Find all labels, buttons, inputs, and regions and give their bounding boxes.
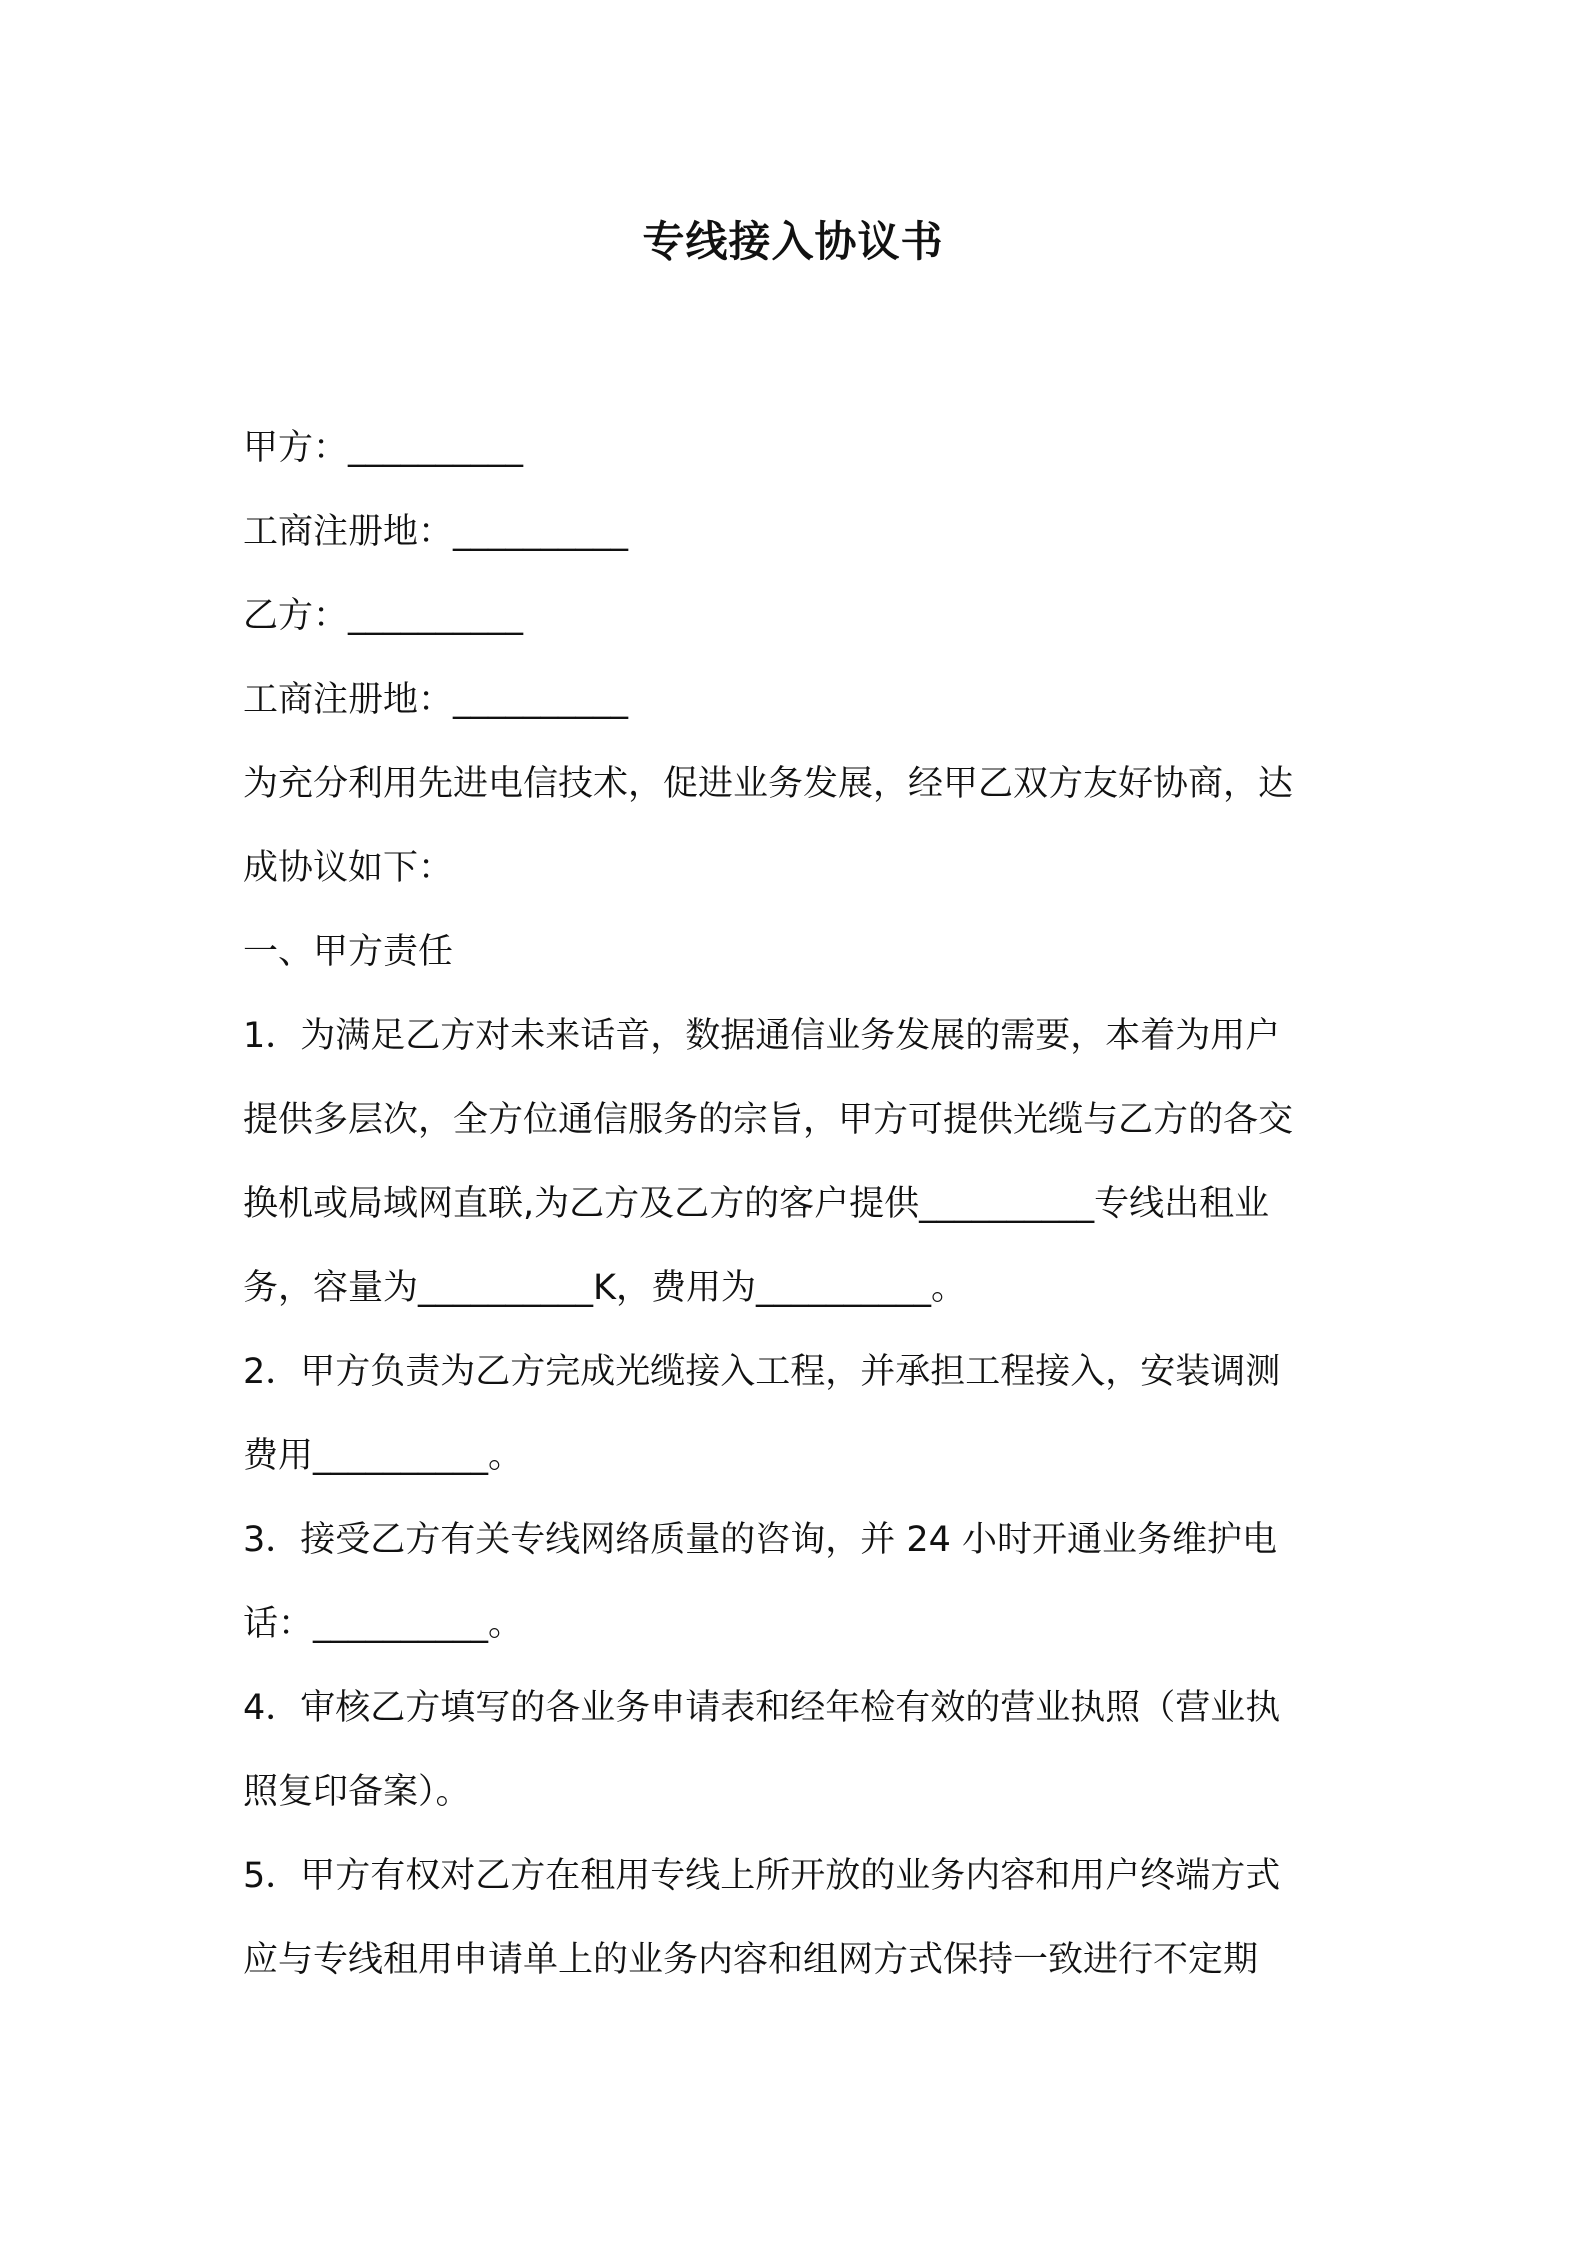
document-body bbox=[243, 406, 1353, 2002]
paragraph-line: 话：__________。 bbox=[243, 1604, 524, 1644]
paragraph-line: 费用__________。 bbox=[243, 1436, 524, 1476]
paragraph-line: 1．为满足乙方对未来话音，数据通信业务发展的需要，本着为用户 bbox=[243, 1016, 1281, 1056]
paragraph-line: 提供多层次，全方位通信服务的宗旨，甲方可提供光缆与乙方的各交 bbox=[243, 1100, 1294, 1140]
paragraph-line: 3．接受乙方有关专线网络质量的咨询，并 24 小时开通业务维护电 bbox=[243, 1520, 1278, 1560]
clause-2 bbox=[243, 1330, 1353, 1498]
paragraph-line: 2．甲方负责为乙方完成光缆接入工程，并承担工程接入，安装调测 bbox=[243, 1352, 1281, 1392]
paragraph-line: 务，容量为__________K，费用为__________。 bbox=[243, 1268, 966, 1308]
paragraph-line: 成协议如下： bbox=[243, 848, 454, 888]
party-a-line: 甲方：__________ bbox=[243, 428, 524, 468]
section-heading: 一、甲方责任 bbox=[243, 932, 454, 972]
paragraph-line: 应与专线租用申请单上的业务内容和组网方式保持一致进行不定期 bbox=[243, 1940, 1259, 1980]
clause-5 bbox=[243, 1834, 1353, 2002]
clause-4 bbox=[243, 1666, 1353, 1834]
clause-3 bbox=[243, 1498, 1353, 1666]
party-b-registration-line: 工商注册地：__________ bbox=[243, 680, 629, 720]
paragraph-line: 照复印备案）。 bbox=[243, 1772, 471, 1812]
paragraph-line: 5．甲方有权对乙方在租用专线上所开放的业务内容和用户终端方式 bbox=[243, 1856, 1281, 1896]
intro-paragraph bbox=[243, 742, 1353, 910]
party-a-registration-line: 工商注册地：__________ bbox=[243, 512, 629, 552]
party-b-line: 乙方：__________ bbox=[243, 596, 524, 636]
document-title: 专线接入协议书 bbox=[642, 217, 944, 266]
paragraph-line: 为充分利用先进电信技术，促进业务发展，经甲乙双方友好协商，达 bbox=[243, 764, 1294, 804]
clause-1 bbox=[243, 994, 1353, 1330]
paragraph-line: 4．审核乙方填写的各业务申请表和经年检有效的营业执照（营业执 bbox=[243, 1688, 1281, 1728]
paragraph-line: 换机或局域网直联,为乙方及乙方的客户提供__________专线出租业 bbox=[243, 1184, 1270, 1224]
